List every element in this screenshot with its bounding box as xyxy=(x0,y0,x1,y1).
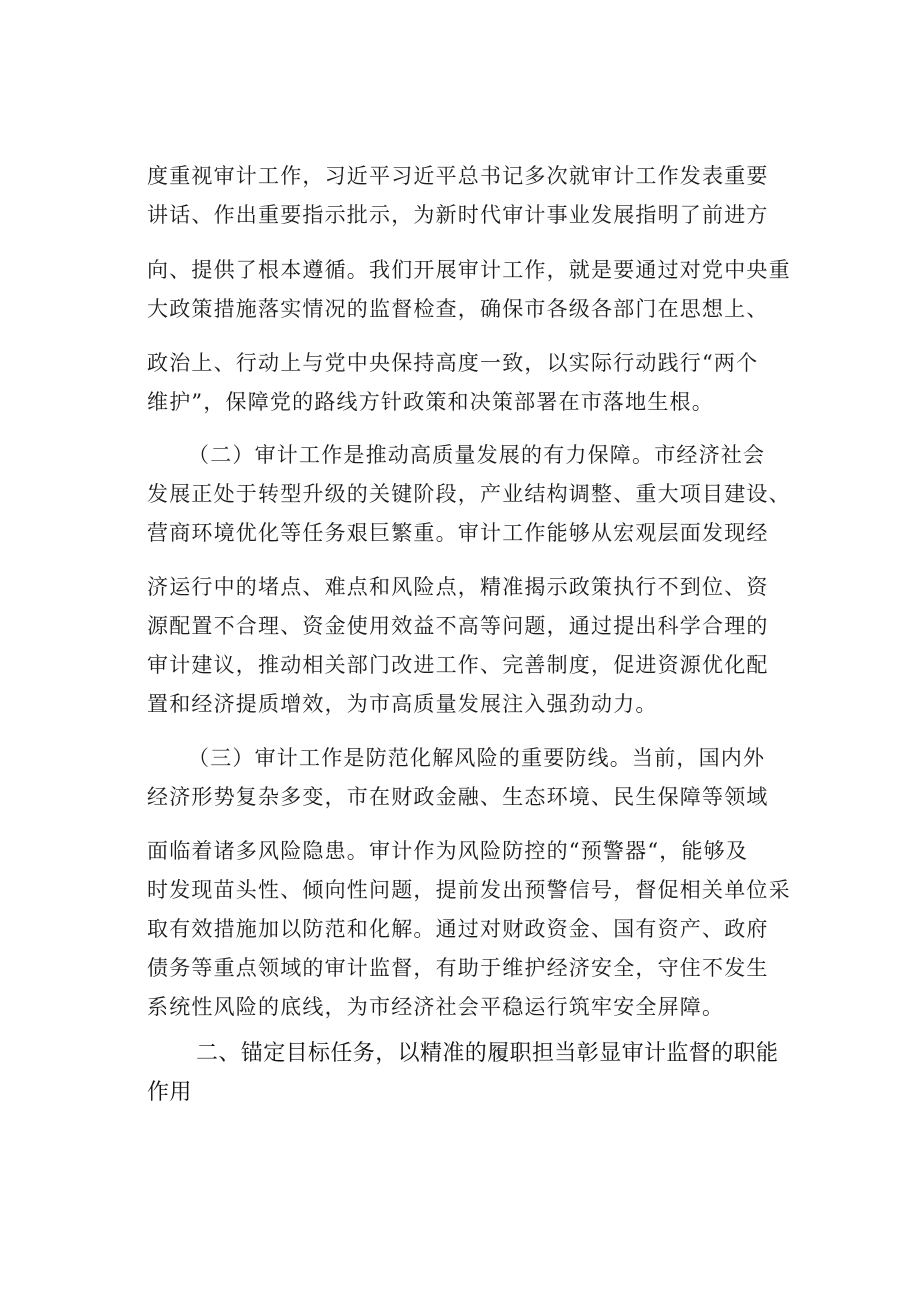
paragraph-three-line: 时发现苗头性、倾向性问题，提前发出预警信号，督促相关单位采 xyxy=(147,878,791,902)
paragraph-two-line: 置和经济提质增效，为市高质量发展注入强劲动力。 xyxy=(147,692,658,716)
paragraph-two-line: 营商环境优化等任务艰巨繁重。审计工作能够从宏观层面发现经 xyxy=(147,521,769,545)
paragraph-intro-line: 政治上、行动上与党中央保持高度一致，以实际行动践行“两个 xyxy=(147,351,759,375)
paragraph-three-line: 系统性风险的底线，为市经济社会平稳运行筑牢安全屏障。 xyxy=(147,995,725,1019)
section-heading-continuation: 作用 xyxy=(147,1080,192,1105)
paragraph-three-line: 面临着诸多风险隐患。审计作为风险防控的“预警器“，能够及 xyxy=(147,839,749,863)
paragraph-two-line: 源配置不合理、资金使用效益不高等问题，通过提出科学合理的 xyxy=(147,614,769,638)
paragraph-intro-line: 向、提供了根本遵循。我们开展审计工作，就是要通过对党中央重 xyxy=(147,258,791,282)
paragraph-three-line: 经济形势复杂多变，市在财政金融、生态环境、民生保障等领域 xyxy=(147,785,769,809)
paragraph-three-line: 债务等重点领域的审计监督，有助于维护经济安全，守住不发生 xyxy=(147,956,769,980)
paragraph-two-line: 审计建议，推动相关部门改进工作、完善制度，促进资源优化配 xyxy=(147,653,769,677)
paragraph-two-line: （二）审计工作是推动高质量发展的有力保障。市经济社会 xyxy=(188,443,766,467)
paragraph-three-line: （三）审计工作是防范化解风险的重要防线。当前，国内外 xyxy=(188,746,766,770)
paragraph-two-line: 济运行中的堵点、难点和风险点，精准揭示政策执行不到位、资 xyxy=(147,575,769,599)
section-heading: 二、锚定目标任务，以精准的履职担当彰显审计监督的职能 xyxy=(196,1041,779,1066)
paragraph-intro-line: 度重视审计工作，习近平习近平总书记多次就审计工作发表重要 xyxy=(147,164,769,188)
paragraph-intro-line: 维护”，保障党的路线方针政策和决策部署在市落地生根。 xyxy=(147,390,714,414)
paragraph-two-line: 发展正处于转型升级的关键阶段，产业结构调整、重大项目建设、 xyxy=(147,482,791,506)
paragraph-three-line: 取有效措施加以防范和化解。通过对财政资金、国有资产、政府 xyxy=(147,917,769,941)
paragraph-intro-line: 大政策措施落实情况的监督检查，确保市各级各部门在思想上、 xyxy=(147,297,769,321)
paragraph-intro-line: 讲话、作出重要指示批示，为新时代审计事业发展指明了前进方 xyxy=(147,203,769,227)
